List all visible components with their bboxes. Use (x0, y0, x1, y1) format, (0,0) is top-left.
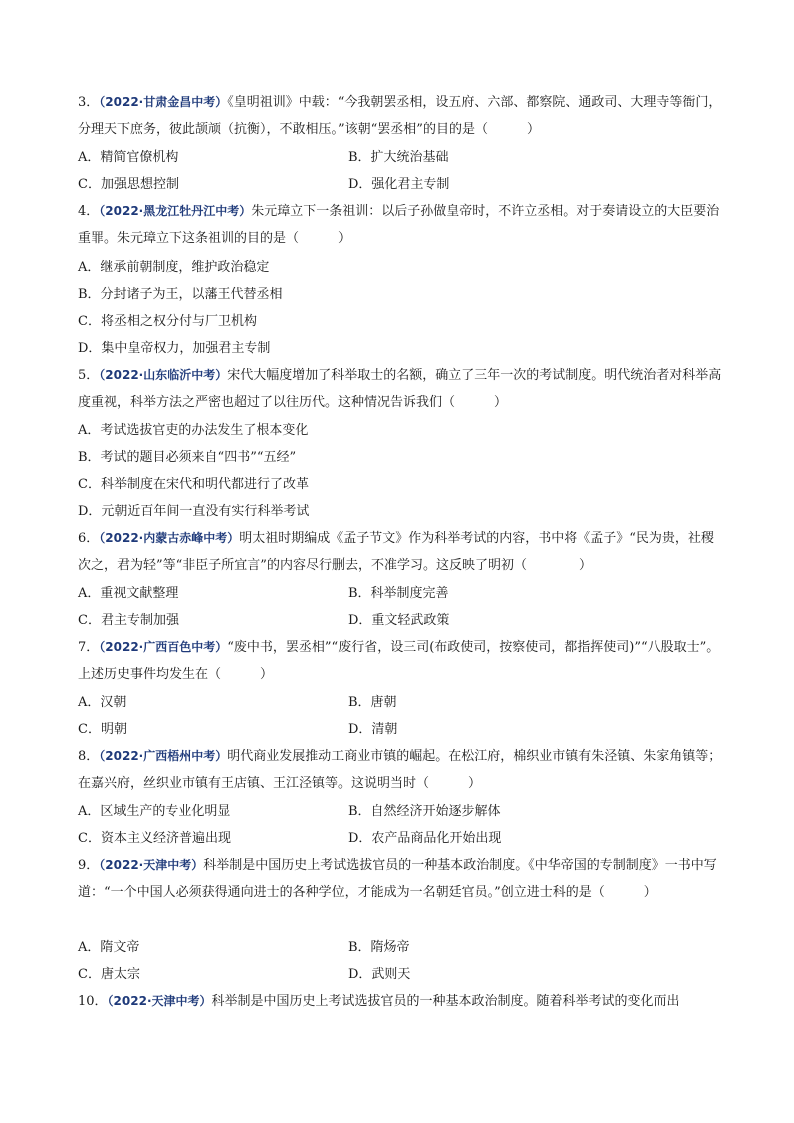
question-source: （2022·广西百色中考） (99, 640, 228, 654)
question-source: （2022·黑龙江牡丹江中考） (99, 204, 252, 218)
question-source: （2022·内蒙古赤峰中考） (99, 531, 240, 545)
question-stem: 宋代大幅度增加了科举取士的名额，确立了三年一次的考试制度。明代统治者对科举高度重视，科举方法之严密也超过了以往历代。这种情况告诉我们（ ） (78, 368, 722, 410)
question-stem: “废中书，罢丞相”“废行省，设三司(布政使司，按察使司，都指挥使司)”“八股取士”。上述历史事件均发生在（ ） (78, 640, 720, 682)
options-row (78, 471, 724, 498)
options-row (78, 689, 724, 716)
question-4: 4．（2022·黑龙江牡丹江中考）朱元璋立下一条祖训：以后子孙做皇帝时，不许立丞相。对于奏请设立的大臣要治重罪。朱元璋立下这条祖训的目的是（ ） (78, 204, 720, 246)
options-row (78, 498, 724, 525)
question-6: 6．（2022·内蒙古赤峰中考）明太祖时期编成《孟子节文》作为科举考试的内容，书中将《孟子》“民为贵，社稷次之，君为轻”等“非臣子所宜言”的内容尽行删去，不准学习。这反映了明初（ ） (78, 531, 714, 573)
options-row (78, 607, 724, 634)
option-b: B．考试的题目必须来自“四书”“五经” (78, 450, 297, 465)
options-row (78, 308, 724, 335)
options-row (78, 961, 724, 988)
option-d: D．清朝 (348, 722, 398, 737)
option-c: C．科举制度在宋代和明代都进行了改革 (78, 477, 309, 492)
question-stem: 科举制是中国历史上考试选拔官员的一种基本政治制度。随着科举考试的变化而出 (211, 994, 680, 1009)
option-a: A．继承前朝制度，维护政治稳定 (78, 260, 270, 275)
question-source: （2022·天津中考） (107, 994, 212, 1008)
question-source: （2022·广西梧州中考） (99, 749, 228, 763)
option-d: D．强化君主专制 (348, 177, 450, 192)
question-stem: 《皇明祖训》中载：“今我朝罢丞相，设五府、六部、都察院、通政司、大理寺等衙门，分理天下庶务，彼此颉颃（抗衡），不敢相压。”该朝“罢丞相”的目的是（ ） (78, 95, 722, 137)
option-d: D．集中皇帝权力，加强君主专制 (78, 341, 271, 356)
question-stem: 明太祖时期编成《孟子节文》作为科举考试的内容，书中将《孟子》“民为贵，社稷次之，君为轻”等“非臣子所宜言”的内容尽行删去，不准学习。这反映了明初（ ） (78, 531, 714, 573)
option-d: D．元朝近百年间一直没有实行科举考试 (78, 504, 310, 519)
option-a: A．隋文帝 (78, 940, 140, 955)
option-a: A．区域生产的专业化明显 (78, 804, 231, 819)
option-b: B．自然经济开始逐步解体 (348, 804, 501, 819)
options-row (78, 417, 724, 444)
options-row (78, 716, 724, 743)
question-stem: 朱元璋立下一条祖训：以后子孙做皇帝时，不许立丞相。对于奏请设立的大臣要治重罪。朱元璋立下这条祖训的目的是（ ） (78, 204, 720, 246)
options-row (78, 144, 724, 171)
option-a: A．汉朝 (78, 695, 127, 710)
question-source: （2022·甘肃金昌中考） (99, 95, 228, 109)
options-row (78, 171, 724, 198)
option-d: D．武则天 (348, 967, 411, 982)
option-c: C．将丞相之权分付与厂卫机构 (78, 314, 257, 329)
option-c: C．唐太宗 (78, 967, 140, 982)
option-c: C．资本主义经济普遍出现 (78, 831, 231, 846)
question-7: 7．（2022·广西百色中考）“废中书，罢丞相”“废行省，设三司(布政使司，按察使司，都指挥使司)”“八股取士”。上述历史事件均发生在（ ） (78, 640, 720, 682)
question-5: 5．（2022·山东临沂中考）宋代大幅度增加了科举取士的名额，确立了三年一次的考试制度。明代统治者对科举高度重视，科举方法之严密也超过了以往历代。这种情况告诉我们（ ） (78, 368, 722, 410)
options-row (78, 934, 724, 961)
option-d: D．重文轻武政策 (348, 613, 450, 628)
question-8: 8．（2022·广西梧州中考）明代商业发展推动工商业市镇的崛起。在松江府，棉织业市镇有朱泾镇、朱家角镇等；在嘉兴府，丝织业市镇有王店镇、王江泾镇等。这说明当时（ ） (78, 749, 722, 791)
question-9: 9．（2022·天津中考）科举制是中国历史上考试选拔官员的一种基本政治制度。《中华帝国的专制制度》一书中写道：“一个中国人必须获得通向进士的各种学位，才能成为一名朝廷官员。”创立进士科的是（ ） (78, 858, 717, 900)
options-row (78, 825, 724, 852)
options-row (78, 335, 724, 362)
option-c: C．君主专制加强 (78, 613, 179, 628)
option-a: A．考试选拔官吏的办法发生了根本变化 (78, 423, 309, 438)
option-b: B．隋炀帝 (348, 940, 410, 955)
question-source: （2022·山东临沂中考） (99, 368, 228, 382)
question-source: （2022·天津中考） (99, 858, 204, 872)
option-b: B．唐朝 (348, 695, 397, 710)
option-a: A．精简官僚机构 (78, 150, 179, 165)
option-b: B．科举制度完善 (348, 586, 449, 601)
question-3: 3．（2022·甘肃金昌中考）《皇明祖训》中载：“今我朝罢丞相，设五府、六部、都察院、通政司、大理寺等衙门，分理天下庶务，彼此颉颃（抗衡），不敢相压。”该朝“罢丞相”的目的是（ ） (78, 95, 722, 137)
option-c: C．加强思想控制 (78, 177, 179, 192)
option-b: B．分封诸子为王，以藩王代替丞相 (78, 287, 283, 302)
option-d: D．农产品商品化开始出现 (348, 831, 502, 846)
options-row (78, 254, 724, 281)
question-stem: 明代商业发展推动工商业市镇的崛起。在松江府，棉织业市镇有朱泾镇、朱家角镇等；在嘉兴府，丝织业市镇有王店镇、王江泾镇等。这说明当时（ ） (78, 749, 722, 791)
options-row (78, 444, 724, 471)
option-c: C．明朝 (78, 722, 127, 737)
question-stem: 科举制是中国历史上考试选拔官员的一种基本政治制度。《中华帝国的专制制度》一书中写道：“一个中国人必须获得通向进士的各种学位，才能成为一名朝廷官员。”创立进士科的是（ ） (78, 858, 717, 900)
question-10: 10．（2022·天津中考）科举制是中国历史上考试选拔官员的一种基本政治制度。随着科举考试的变化而出 (78, 994, 680, 1009)
option-a: A．重视文献整理 (78, 586, 179, 601)
options-row (78, 798, 724, 825)
options-row (78, 281, 724, 308)
option-b: B．扩大统治基础 (348, 150, 449, 165)
options-row (78, 580, 724, 607)
